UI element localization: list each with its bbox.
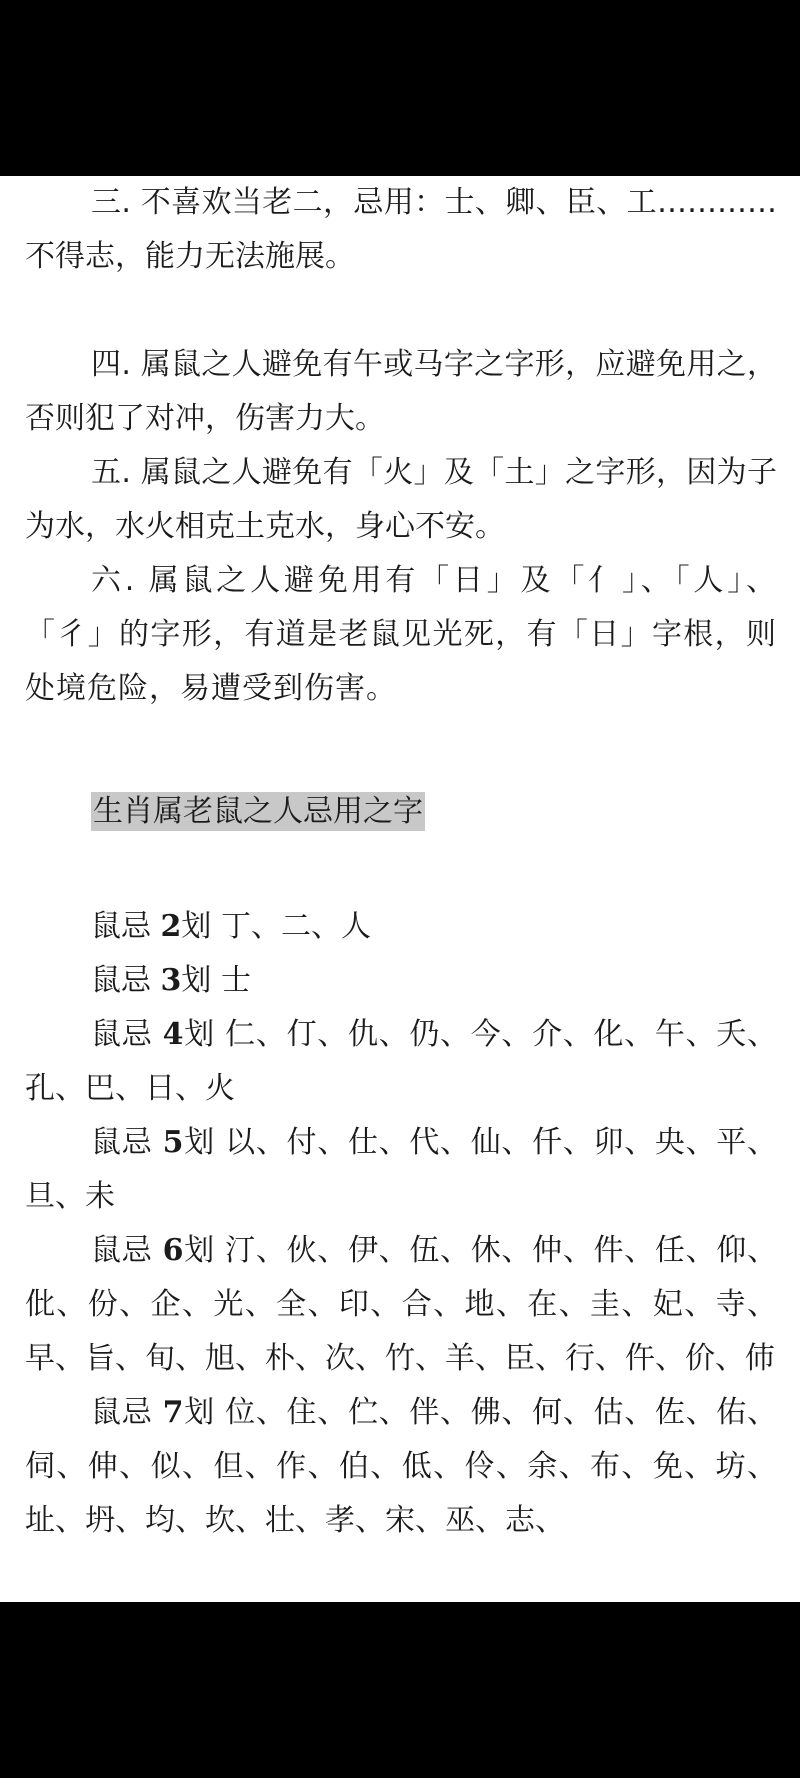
stroke-row-prefix: 鼠忌 xyxy=(91,1125,163,1160)
stroke-row-suffix: 划 xyxy=(181,909,221,944)
stroke-row-chars: 仁、仃、仇、仍、今、介、化、午、夭、孔、巴、日、火 xyxy=(25,1017,778,1106)
paragraph-rule-5: 五. 属鼠之人避免有「火」及「土」之字形，因为子为水，水火相克土克水，身心不安。 xyxy=(25,455,777,544)
stroke-count: 5 xyxy=(162,1125,184,1160)
stroke-row-chars: 丁、二、人 xyxy=(220,909,371,944)
stroke-count: 6 xyxy=(162,1233,184,1268)
stroke-row-prefix: 鼠忌 xyxy=(91,909,161,944)
stroke-row xyxy=(25,954,777,1008)
paragraph-rule-6: 六. 属鼠之人避免用有「日」及「亻」、「人」、「彳」的字形，有道是老鼠见光死，有「日」字根，则处境危险，易遭受到伤害。 xyxy=(25,563,777,706)
stroke-row xyxy=(25,1386,777,1548)
stroke-row-suffix: 划 xyxy=(183,1233,226,1268)
document-page[interactable] xyxy=(0,176,800,1602)
stroke-row-prefix: 鼠忌 xyxy=(91,1395,163,1430)
stroke-row xyxy=(25,900,777,954)
top-black-bar xyxy=(0,0,800,176)
stroke-row-prefix: 鼠忌 xyxy=(91,1233,163,1268)
stroke-row xyxy=(25,1116,777,1224)
stroke-count: 4 xyxy=(162,1017,184,1052)
stroke-count: 7 xyxy=(162,1395,184,1430)
section-heading: 生肖属老鼠之人忌用之字 xyxy=(93,794,423,829)
stroke-row-prefix: 鼠忌 xyxy=(91,1017,163,1052)
section-heading-wrap xyxy=(91,785,425,839)
stroke-row-suffix: 划 xyxy=(183,1395,226,1430)
stroke-row-prefix: 鼠忌 xyxy=(91,963,161,998)
stroke-row-suffix: 划 xyxy=(183,1125,226,1160)
stroke-row-chars: 士 xyxy=(220,963,251,998)
stroke-row-suffix: 划 xyxy=(183,1017,226,1052)
stroke-count: 3 xyxy=(160,963,182,998)
stroke-row xyxy=(25,1008,777,1116)
stroke-row-chars: 位、住、伫、伴、佛、何、估、佐、佑、伺、伸、似、但、作、伯、低、伶、余、布、免、坊、址、坍、均、坎、壮、孝、宋、巫、志、 xyxy=(25,1395,778,1538)
stroke-row-chars: 汀、伙、伊、伍、休、仲、件、任、仰、仳、份、企、光、全、印、合、地、在、圭、妃、寺、早、旨、旬、旭、朴、次、竹、羊、臣、行、仵、价、伂 xyxy=(25,1233,778,1376)
stroke-row xyxy=(25,1224,777,1386)
bottom-black-bar xyxy=(0,1602,800,1778)
stroke-row-suffix: 划 xyxy=(181,963,221,998)
stroke-row-chars: 以、付、仕、代、仙、仟、卯、央、平、旦、未 xyxy=(25,1125,778,1214)
stroke-count: 2 xyxy=(160,909,182,944)
paragraph-rule-4: 四. 属鼠之人避免有午或马字之字形，应避免用之，否则犯了对冲，伤害力大。 xyxy=(25,347,777,436)
paragraph-rule-3: 三. 不喜欢当老二，忌用：士、卿、臣、工…………不得志，能力无法施展。 xyxy=(25,185,777,274)
